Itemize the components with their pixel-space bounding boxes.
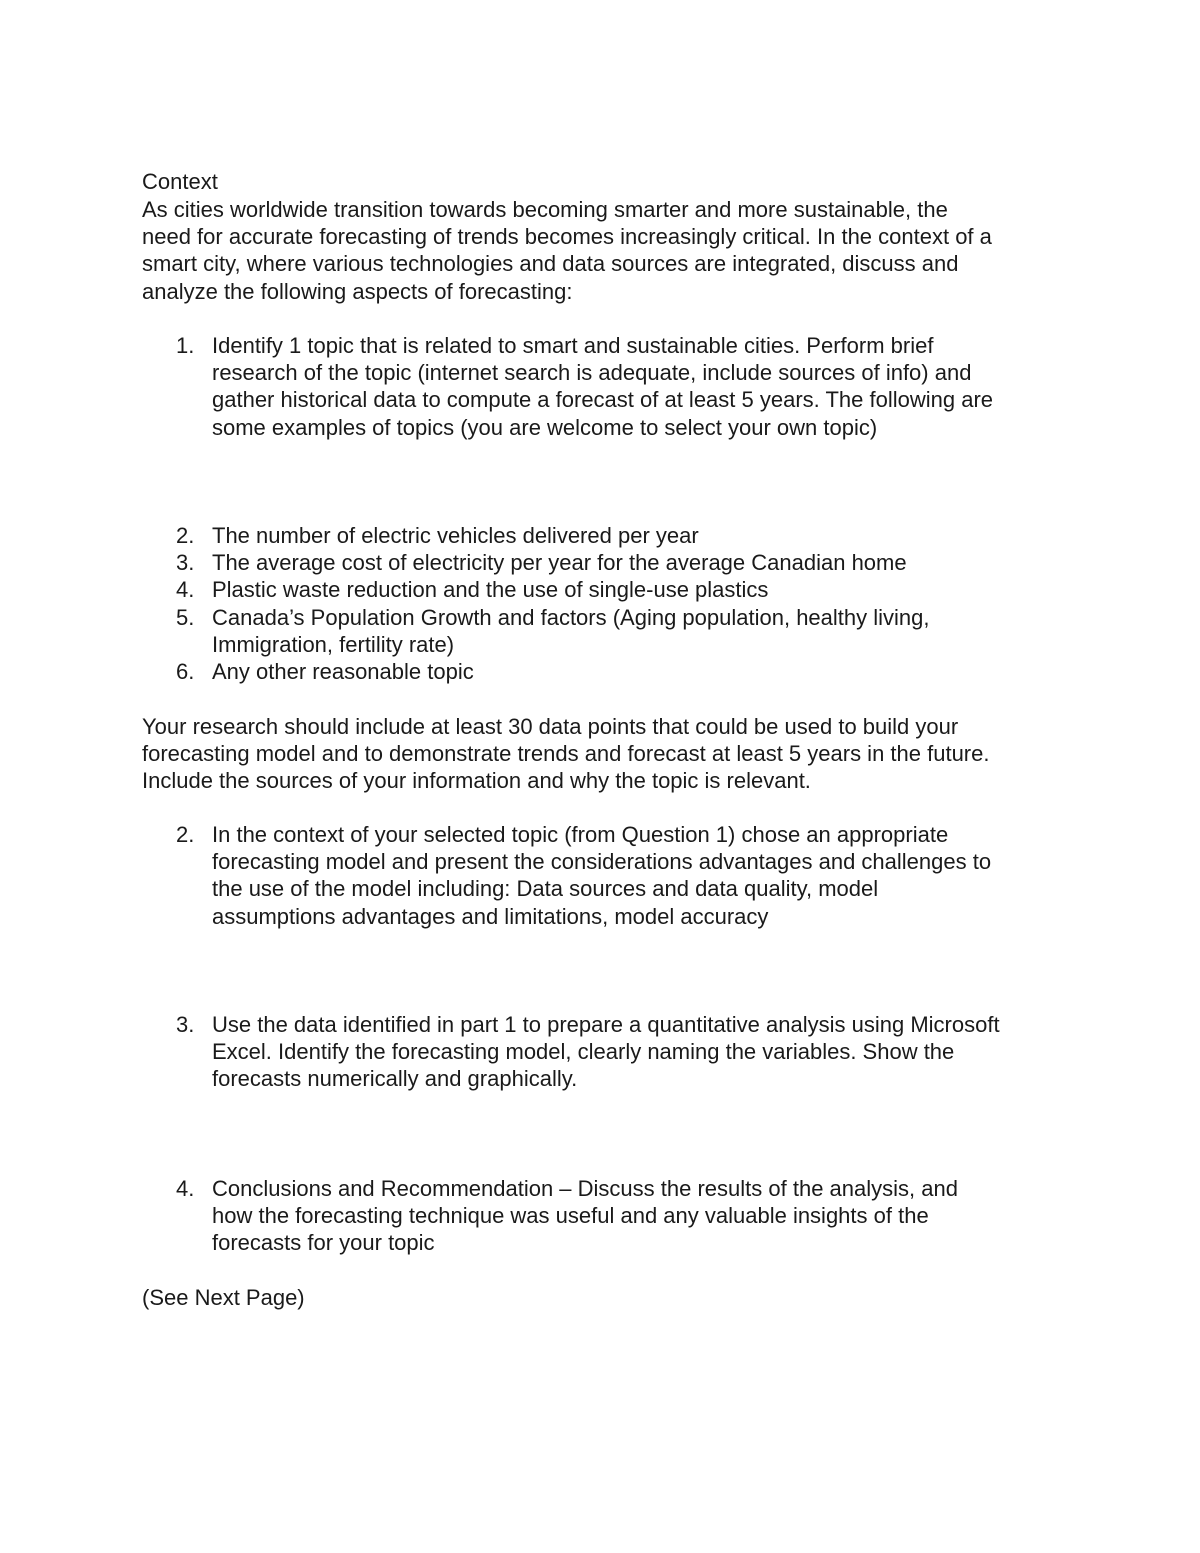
list-number: 3. xyxy=(176,1012,195,1037)
question-line: Excel. Identify the forecasting model, clearly naming the variables. Show the xyxy=(212,1039,955,1065)
question-4 xyxy=(142,1175,1062,1256)
question-3 xyxy=(142,1011,1062,1092)
question-line: In the context of your selected topic (from Question 1) chose an appropriate xyxy=(212,822,949,847)
topic-line: Immigration, fertility rate) xyxy=(212,632,455,658)
question-1 xyxy=(142,332,1062,440)
list-number: 4. xyxy=(176,577,195,602)
question-4-text xyxy=(212,1175,1072,1257)
question-line: some examples of topics (you are welcome to select your own topic) xyxy=(212,414,878,440)
list-number: 5. xyxy=(176,605,195,630)
list-number: 4. xyxy=(176,1176,195,1201)
topic-text: Any other reasonable topic xyxy=(212,659,474,684)
topic-text: Plastic waste reduction and the use of single-use plastics xyxy=(212,577,769,602)
research-line: forecasting model and to demonstrate trends and forecast at least 5 years in the future. xyxy=(142,741,990,767)
list-number: 1. xyxy=(176,333,195,358)
question-line: Conclusions and Recommendation – Discuss the results of the analysis, and xyxy=(212,1176,958,1201)
list-number: 3. xyxy=(176,550,195,575)
question-line: forecasts for your topic xyxy=(212,1230,435,1256)
intro-line: As cities worldwide transition towards becoming smarter and more sustainable, the xyxy=(142,197,948,222)
intro-line: analyze the following aspects of forecasting: xyxy=(142,278,573,304)
list-number: 2. xyxy=(176,822,195,847)
intro-line: need for accurate forecasting of trends becomes increasingly critical. In the context of a xyxy=(142,224,992,250)
question-line: assumptions advantages and limitations, model accuracy xyxy=(212,903,769,929)
intro-paragraph xyxy=(142,196,1062,305)
question-1-text xyxy=(212,332,1072,441)
topic-item xyxy=(142,658,1062,686)
question-line: how the forecasting technique was useful and any valuable insights of the xyxy=(212,1203,929,1229)
context-heading: Context xyxy=(142,169,218,194)
question-line: Use the data identified in part 1 to prepare a quantitative analysis using Microsoft xyxy=(212,1012,1000,1037)
question-line: gather historical data to compute a forecast of at least 5 years. The following are xyxy=(212,387,994,413)
question-line: Identify 1 topic that is related to smart and sustainable cities. Perform brief xyxy=(212,333,934,358)
research-line: Include the sources of your information and why the topic is relevant. xyxy=(142,768,811,794)
question-line: research of the topic (internet search is adequate, include sources of info) and xyxy=(212,360,972,386)
topic-item xyxy=(142,576,1062,604)
topic-text: The number of electric vehicles delivered per year xyxy=(212,523,699,548)
topic-line: Canada’s Population Growth and factors (Aging population, healthy living, xyxy=(212,605,930,630)
research-paragraph xyxy=(142,713,1062,795)
list-number: 6. xyxy=(176,659,195,684)
question-3-text xyxy=(212,1011,1072,1093)
topic-item xyxy=(142,604,1062,658)
question-line: forecasts numerically and graphically. xyxy=(212,1066,578,1092)
topic-item xyxy=(142,549,1062,577)
question-line: the use of the model including: Data sources and data quality, model xyxy=(212,876,879,902)
question-2 xyxy=(142,821,1062,929)
intro-line: smart city, where various technologies and data sources are integrated, discuss and xyxy=(142,251,959,277)
topic-item xyxy=(142,522,1062,550)
topic-text xyxy=(212,604,1072,658)
see-next-page-note: (See Next Page) xyxy=(142,1285,305,1310)
question-2-text xyxy=(212,821,1072,930)
list-number: 2. xyxy=(176,523,195,548)
question-line: forecasting model and present the considerations advantages and challenges to xyxy=(212,849,992,875)
research-line: Your research should include at least 30 data points that could be used to build your xyxy=(142,714,959,739)
topic-text: The average cost of electricity per year for the average Canadian home xyxy=(212,550,907,575)
